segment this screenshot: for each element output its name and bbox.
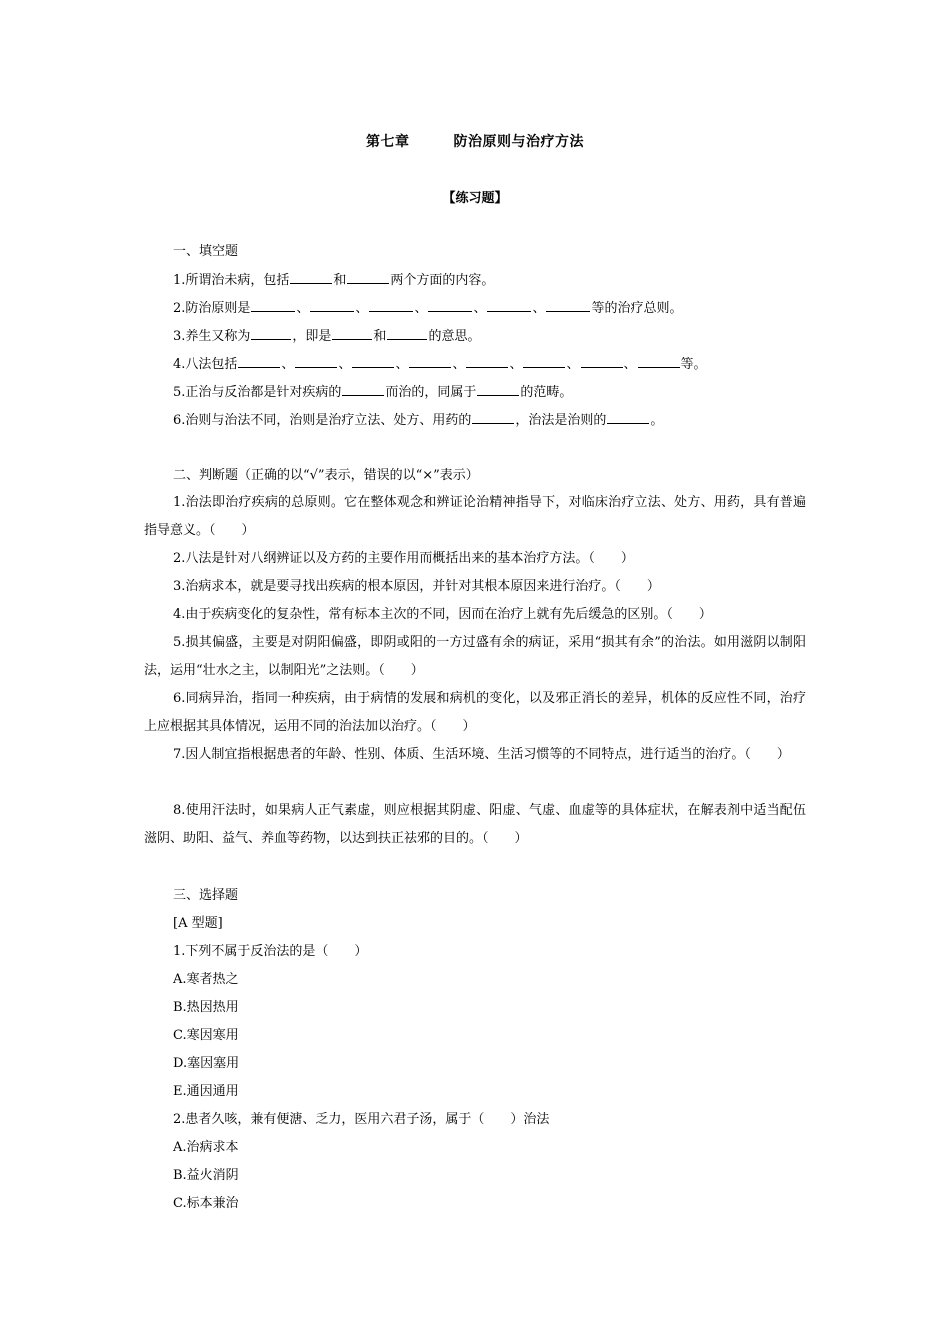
choice-option: D.塞因塞用 [173,1056,240,1071]
answer-blank [295,354,337,368]
judge-item-6: 6.同病异治，指同一种疾病，由于病情的发展和病机的变化，以及邪正消长的差异，机体的反应性不同，治疗上应根据其具体情况，运用不同的治法加以治疗。（ ） [144,691,806,734]
answer-blank [387,326,427,340]
judge-item-4: 4.由于疾病变化的复杂性，常有标本主次的不同，因而在治疗上就有先后缓急的区别。（ ） [173,607,712,622]
answer-blank [472,410,514,424]
choice-question-2: 2.患者久咳，兼有便溏、乏力，医用六君子汤，属于（ ）治法 [173,1112,550,1127]
choice-option: A.寒者热之 [173,972,239,987]
answer-blank [251,298,295,312]
answer-blank [290,270,332,284]
section-heading-choice: 三、选择题 [173,888,239,903]
choice-option: E.通因通用 [173,1084,239,1099]
fill-question-1: 1.所谓治未病，包括 和 两个方面的内容。 [173,270,494,291]
chapter-name: 防治原则与治疗方法 [453,134,584,150]
fill-question-6: 6.治则与治法不同，治则是治疗立法、处方、用药的 ，治法是治则的 。 [173,410,663,431]
fill-question-2: 2.防治原则是 、 、 、 、 、 等的治疗总则。 [173,298,683,319]
answer-blank [238,354,280,368]
judge-item-8: 8.使用汗法时，如果病人正气素虚，则应根据其阴虚、阳虚、气虚、血虚等的具体症状，在解表剂中适当配伍滋阴、助阳、益气、养血等药物，以达到扶正祛邪的目的。（ ） [144,803,806,846]
choice-option: C.标本兼治 [173,1196,239,1211]
judge-item-7: 7.因人制宜指根据患者的年龄、性别、体质、生活环境、生活习惯等的不同特点，进行适当的治疗。（ ） [173,747,790,762]
answer-blank [487,298,531,312]
choice-option: A.治病求本 [173,1140,239,1155]
choice-option: B.益火消阴 [173,1168,239,1183]
answer-blank [310,298,354,312]
section-heading-judge: 二、判断题（正确的以“√”表示，错误的以“×”表示） [173,468,479,483]
answer-blank [477,382,519,396]
answer-blank [332,326,372,340]
choice-option: B.热因热用 [173,1000,239,1015]
question-type-label: [A 型题] [173,916,223,931]
answer-blank [581,354,623,368]
judge-item-1: 1.治法即治疗疾病的总原则。它在整体观念和辨证论治精神指导下，对临床治疗立法、处方、用药，具有普遍指导意义。（ ） [144,495,806,538]
exercise-subtitle: 【练习题】 [442,191,508,206]
answer-blank [251,326,291,340]
fill-question-3: 3.养生又称为 ，即是 和 的意思。 [173,326,480,347]
section-heading-fill: 一、填空题 [173,244,239,259]
answer-blank [638,354,680,368]
fill-question-5: 5.正治与反治都是针对疾病的 而治的，同属于 的范畴。 [173,382,572,403]
answer-blank [352,354,394,368]
choice-option: C.寒因寒用 [173,1028,239,1043]
answer-blank [369,298,413,312]
answer-blank [342,382,384,396]
answer-blank [409,354,451,368]
chapter-number: 第七章 [366,134,410,150]
choice-question-1: 1.下列不属于反治法的是（ ） [173,944,368,959]
fill-question-4: 4.八法包括 、 、 、 、 、 、 、 等。 [173,354,707,375]
judge-item-5: 5.损其偏盛，主要是对阴阳偏盛，即阴或阳的一方过盛有余的病证，采用“损其有余”的治法。如用滋阴以制阳法，运用“壮水之主，以制阳光”之法则。（ ） [144,635,806,678]
answer-blank [523,354,565,368]
answer-blank [607,410,649,424]
answer-blank [347,270,389,284]
answer-blank [546,298,590,312]
answer-blank [466,354,508,368]
judge-item-3: 3.治病求本，就是要寻找出疾病的根本原因，并针对其根本原因来进行治疗。（ ） [173,579,660,594]
answer-blank [428,298,472,312]
judge-item-2: 2.八法是针对八纲辨证以及方药的主要作用而概括出来的基本治疗方法。（ ） [173,551,634,566]
chapter-title [0,131,950,151]
